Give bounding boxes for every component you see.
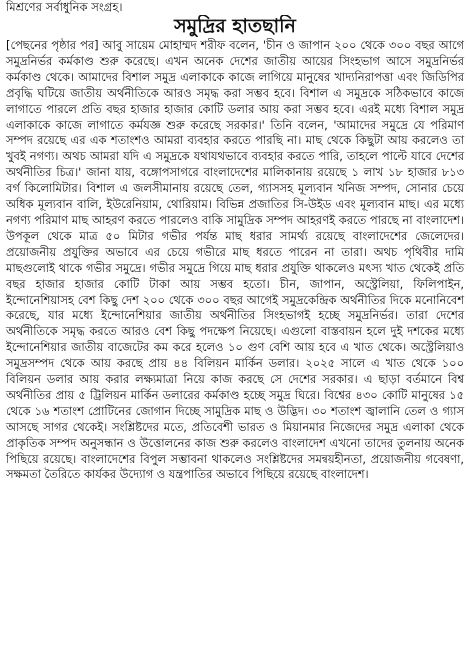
headline-text: সমুদ্রির হাতছানি	[174, 15, 296, 37]
article-text: আবু সায়েম মোহাম্মদ শরীফ বলেন, 'চীন ও জাপান ২০০ থেকে ৩০০ বছর আগে সমুদ্রনির্ভর কর্মকাণ্ড শুরু করেছে। এখন অনেক দেশের জাতীয় আয়ের সিংহভাগ আসে সমুদ্রনির্ভর কর্মকাণ্ড থেকে। আমাদের বিশাল সমুদ্র এলাকাকে কাজে লাগিয়ে মানুষের খাদ্যনিরাপত্তা এবং জিডিপির প্রবৃদ্ধি ঘটিয়ে জাতীয় অর্থনীতিকে আরও সমৃদ্ধ করা সম্ভব হবে। বিশাল এ সমুদ্রকে সঠিকভাবে কাজে লাগাতে পারলে প্রতি বছর হাজার হাজার কোটি ডলার আয় করা সম্ভব হবে। এরই মধ্যে বিশাল সমুদ্র এলাকাকে কাজে লাগাতে কর্মযজ্ঞ শুরু করেছে সরকার।' তিনি বলেন, 'আমাদের সমুদ্রে যে পরিমাণ সম্পদ রয়েছে এর এক শতাংশও আমরা ব্যবহার করতে পারছি না। মাছ থেকে কিছুটা আয় করলেও তা খুবই নগণ্য। অথচ আমরা যদি এ সমুদ্রকে যথাযথভাবে ব্যবহার করতে পারি, তাহলে পাল্টে যাবে দেশের অর্থনীতির চিত্র।' জানা যায়, বঙ্গোপসাগরে বাংলাদেশের মালিকানায় রয়েছে ১ লাখ ১৮ হাজার ৮১৩ বর্গ কিলোমিটার। বিশাল এ জলসীমানায় রয়েছে তেল, গ্যাসসহ মূল্যবান খনিজ সম্পদ, সোনার চেয়ে অধিক মূল্যবান বালি, ইউরেনিয়াম, থোরিয়াম। বিভিন্ন প্রজাতির সি-উইড এবং মূল্যবান মাছ। এর মধ্যে নগণ্য পরিমাণ মাছ আহরণ করতে পারলেও বাকি সামুদ্রিক সম্পদ আহরণই করতে পারছে না বাংলাদেশ। উপকূল থেকে মাত্র ৫০ মিটার গভীর পর্যন্ত মাছ ধরার সামর্থ্য রয়েছে বাংলাদেশের জেলেদের। প্রয়োজনীয় প্রযুক্তির অভাবে এর চেয়ে গভীরে মাছ ধরতে পারেন না তারা। অথচ পৃথিবীর দামি মাছগুলোই থাকে গভীর সমুদ্রে। গভীর সমুদ্রে গিয়ে মাছ ধরার প্রযুক্তি থাকলেও মৎস্য খাত থেকেই প্রতি বছর হাজার হাজার কোটি টাকা আয় সম্ভব হতো। চীন, জাপান, অস্ট্রেলিয়া, ফিলিপাইন, ইন্দোনেশিয়াসহ বেশ কিছু দেশ ২০০ থেকে ৩০০ বছর আগেই সমুদ্রকেন্দ্রিক অর্থনীতির দিকে মনোনিবেশ করেছে, যার মধ্যে ইন্দোনেশিয়ার জাতীয় অর্থনীতির সিংহভাগই হচ্ছে সমুদ্রনির্ভর। তারা দেশের অর্থনীতিকে সমৃদ্ধ করতে আরও বেশ কিছু পদক্ষেপ নিয়েছে। এগুলো বাস্তবায়ন হলে দুই দশকের মধ্যে ইন্দোনেশিয়ার জাতীয় বাজেটের কম করে হলেও ১০ গুণ বেশি আয় হবে এ খাত থেকে। অস্ট্রেলিয়াও সমুদ্রসম্পদ থেকে আয় করছে প্রায় ৪৪ বিলিয়ন মার্কিন ডলার। ২০২৫ সালে এ খাত থেকে ১০০ বিলিয়ন ডলার আয় করার লক্ষ্যমাত্রা নিয়ে কাজ করছে সে দেশের সরকার। এ ছাড়া বর্তমানে বিশ্ব অর্থনীতির প্রায় ৫ ট্রিলিয়ন মার্কিন ডলারের কর্মকাণ্ড হচ্ছে সমুদ্র ঘিরে। বিশ্বের ৪৩০ কোটি মানুষের ১৫ থেকে ১৬ শতাংশ প্রোটিনের জোগান দিচ্ছে সামুদ্রিক মাছ ও উদ্ভিদ। ৩০ শতাংশ জ্বালানি তেল ও গ্যাস আসছে সাগর থেকেই। সংশ্লিষ্টদের মতে, প্রতিবেশী ভারত ও মিয়ানমার নিজেদের সমুদ্র এলাকা থেকে প্রাকৃতিক সম্পদ অনুসন্ধান ও উত্তোলনের কাজ শুরু করলেও বাংলাদেশ এখনো তাদের তুলনায় অনেক পিছিয়ে রয়েছে। বাংলাদেশের বিপুল সম্ভাবনা থাকলেও সংশ্লিষ্টদের সমন্বয়হীনতা, প্রয়োজনীয় গবেষণা, সক্ষমতা তৈরিতে কার্যকর উদ্যোগ ও যন্ত্রপাতির অভাবে পিছিয়ে রয়েছে বাংলাদেশ।	[6, 38, 464, 482]
article-body	[6, 38, 464, 483]
previous-article-fragment: মিশ্রণের সর্বাধুনিক সংগ্রহ।	[6, 0, 123, 14]
article-headline	[6, 15, 464, 37]
continued-from-tag: [পেছনের পৃষ্ঠার পর]	[6, 38, 99, 52]
